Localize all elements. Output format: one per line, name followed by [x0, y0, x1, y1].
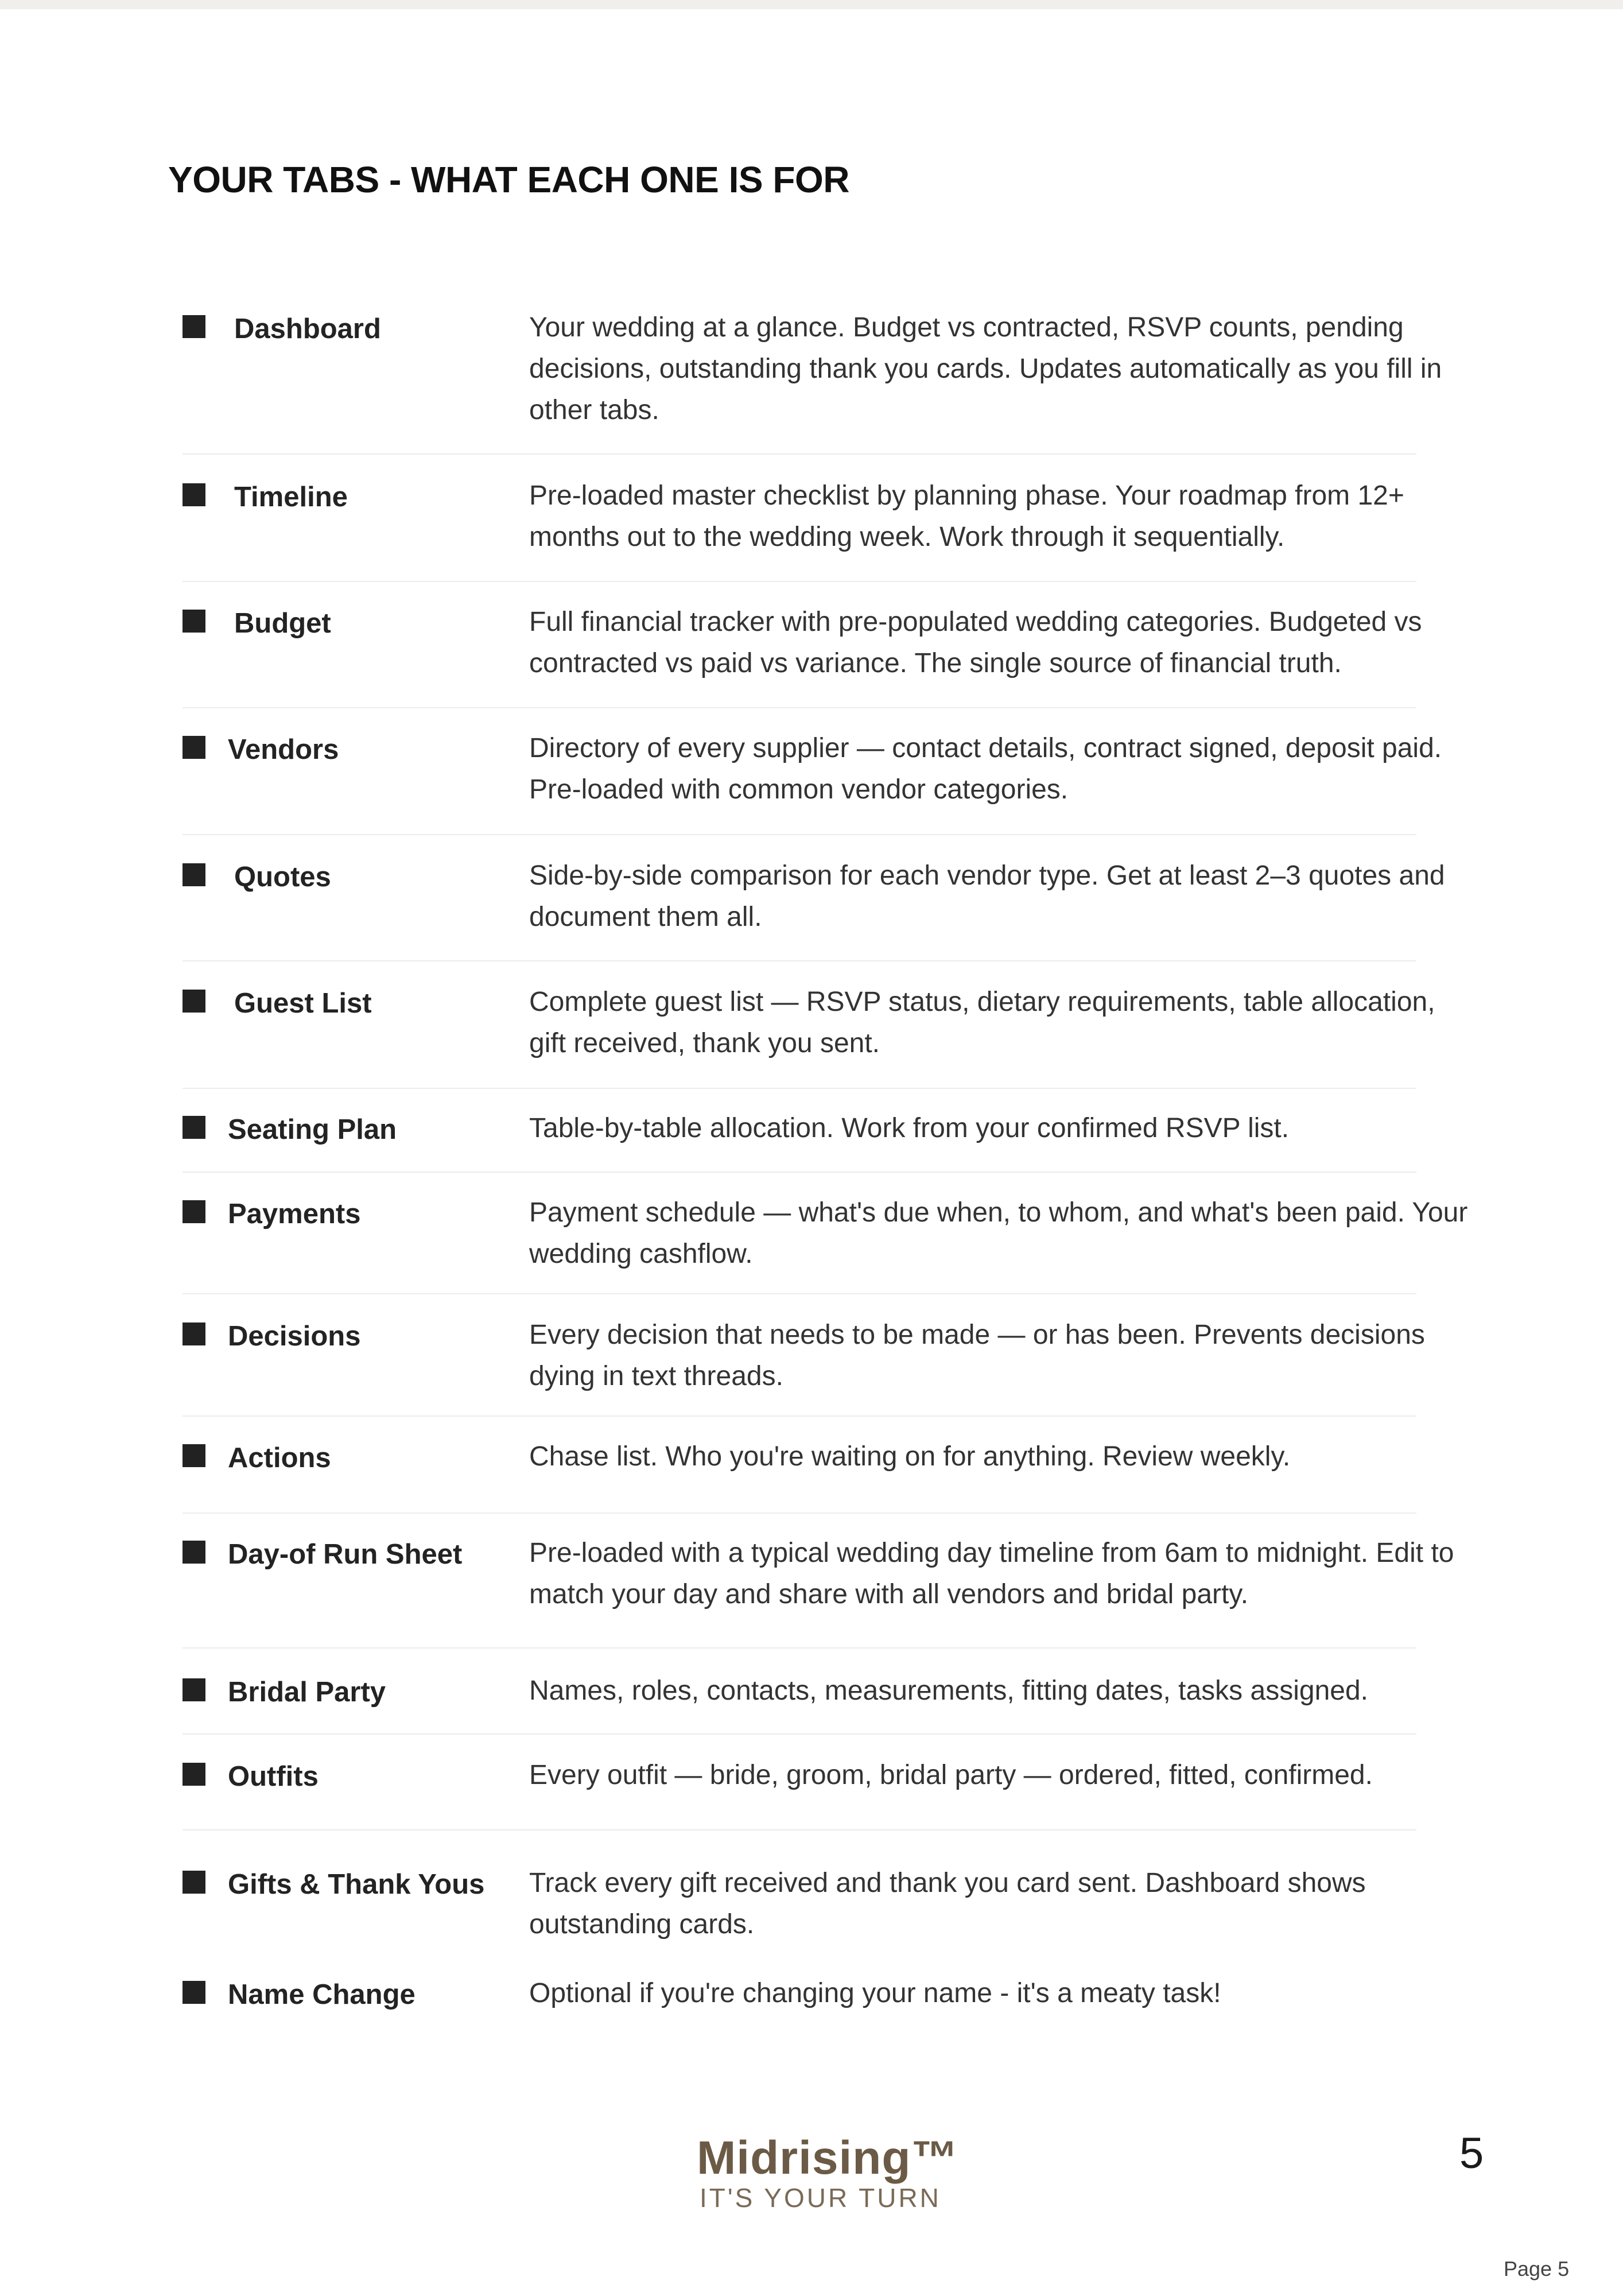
tab-name: Seating Plan	[228, 1114, 397, 1145]
square-bullet-icon	[183, 1200, 205, 1223]
square-bullet-icon	[183, 736, 205, 759]
square-bullet-icon	[183, 1541, 205, 1564]
row-divider	[183, 1415, 1416, 1417]
square-bullet-icon	[183, 483, 205, 506]
tab-name: Dashboard	[234, 313, 381, 344]
row-divider	[183, 1512, 1416, 1514]
square-bullet-icon	[183, 1116, 205, 1139]
tab-name: Actions	[228, 1442, 331, 1473]
square-bullet-icon	[183, 1981, 205, 2004]
square-bullet-icon	[183, 1763, 205, 1786]
tab-description: Every decision that needs to be made — or has been. Prevents decisions dying in text threads.	[529, 1320, 1425, 1391]
square-bullet-icon	[183, 610, 205, 633]
top-strip	[0, 0, 1623, 9]
tab-name: Day-of Run Sheet	[228, 1539, 463, 1570]
page-number: 5	[1459, 2129, 1484, 2178]
tab-name: Bridal Party	[228, 1677, 386, 1708]
tab-name: Outfits	[228, 1761, 319, 1792]
row-divider	[183, 1829, 1416, 1830]
row-divider	[183, 1733, 1416, 1735]
tab-description: Optional if you're changing your name - it's a meaty task!	[529, 1978, 1221, 2008]
brand-tagline: IT'S YOUR TURN	[700, 2183, 941, 2213]
row-divider	[183, 1647, 1416, 1649]
square-bullet-icon	[183, 1444, 205, 1467]
tab-description: Full financial tracker with pre-populated wedding categories. Budgeted vs contracted vs paid vs variance. The single source of financial truth.	[529, 607, 1422, 678]
row-divider	[183, 581, 1416, 582]
tab-name: Name Change	[228, 1979, 416, 2010]
row-divider	[183, 453, 1416, 455]
tab-name: Guest List	[234, 988, 372, 1019]
row-divider	[183, 1172, 1416, 1173]
tab-description: Payment schedule — what's due when, to whom, and what's been paid. Your wedding cashflow.	[529, 1197, 1468, 1269]
page-label: Page 5	[1504, 2257, 1570, 2281]
square-bullet-icon	[183, 1871, 205, 1894]
tab-name: Timeline	[234, 482, 348, 513]
tab-name: Payments	[228, 1199, 361, 1230]
row-divider	[183, 1293, 1416, 1294]
tab-description: Directory of every supplier — contact details, contract signed, deposit paid. Pre-loaded with common vendor categories.	[529, 733, 1442, 805]
tab-description: Table-by-table allocation. Work from your confirmed RSVP list.	[529, 1113, 1290, 1143]
tab-name: Vendors	[228, 734, 339, 765]
tab-name: Decisions	[228, 1321, 361, 1352]
row-divider	[183, 1088, 1416, 1089]
tab-description: Complete guest list — RSVP status, dietary requirements, table allocation, gift received, thank you sent.	[529, 987, 1435, 1058]
square-bullet-icon	[183, 990, 205, 1013]
tab-description: Your wedding at a glance. Budget vs contracted, RSVP counts, pending decisions, outstanding thank you cards. Updates automatically as you fill in other tabs.	[529, 312, 1442, 425]
tab-description: Every outfit — bride, groom, bridal party — ordered, fitted, confirmed.	[529, 1760, 1373, 1790]
tab-name: Budget	[234, 608, 331, 639]
tab-description: Track every gift received and thank you card sent. Dashboard shows outstanding cards.	[529, 1868, 1366, 1940]
row-divider	[183, 834, 1416, 835]
tab-description: Pre-loaded master checklist by planning phase. Your roadmap from 12+ months out to the wedding week. Work through it sequentially.	[529, 480, 1404, 552]
square-bullet-icon	[183, 1678, 205, 1701]
tab-description: Side-by-side comparison for each vendor type. Get at least 2–3 quotes and document them all.	[529, 860, 1445, 932]
tab-description: Pre-loaded with a typical wedding day timeline from 6am to midnight. Edit to match your day and share with all vendors and bridal party.	[529, 1538, 1454, 1609]
page-title: YOUR TABS - WHAT EACH ONE IS FOR	[168, 159, 849, 200]
tab-description: Names, roles, contacts, measurements, fitting dates, tasks assigned.	[529, 1676, 1368, 1706]
square-bullet-icon	[183, 863, 205, 886]
tab-name: Quotes	[234, 862, 331, 893]
square-bullet-icon	[183, 1322, 205, 1345]
brand-logo: Midrising™	[697, 2132, 959, 2184]
tab-name: Gifts & Thank Yous	[228, 1869, 485, 1900]
square-bullet-icon	[183, 315, 205, 338]
tab-description: Chase list. Who you're waiting on for anything. Review weekly.	[529, 1441, 1291, 1472]
row-divider	[183, 960, 1416, 961]
row-divider	[183, 707, 1416, 708]
